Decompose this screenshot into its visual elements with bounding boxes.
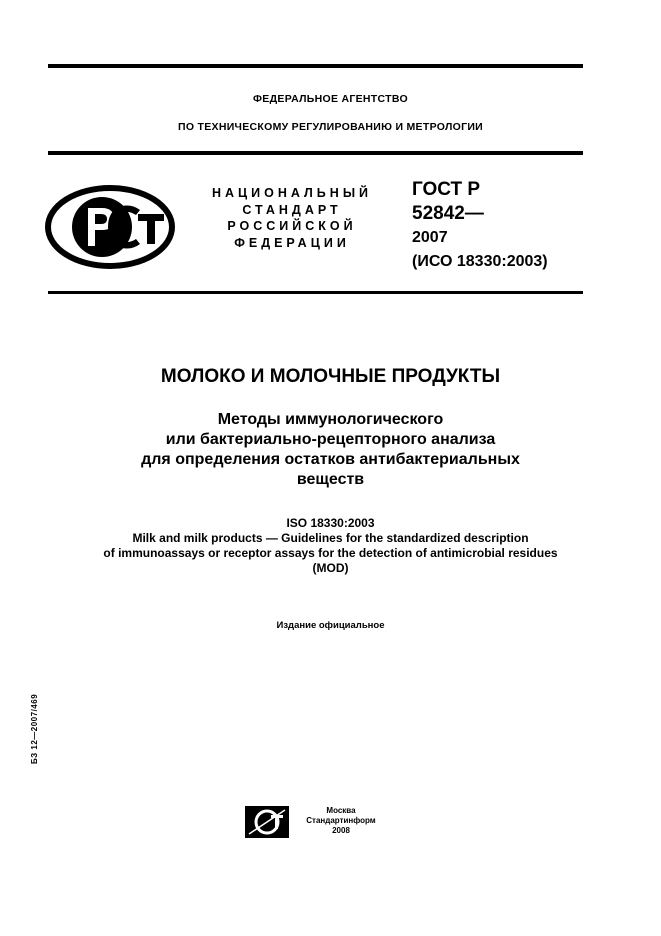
publisher-city: Москва	[326, 806, 356, 815]
rst-logo-icon	[44, 184, 176, 270]
logo-rule	[48, 291, 583, 294]
iso-line-1: Milk and milk products — Guidelines for the standardized description	[132, 531, 529, 545]
header-rule	[48, 151, 583, 155]
national-standard-label	[192, 185, 392, 251]
edition-label: Издание официальное	[276, 620, 385, 631]
iso-code: ISO 18330:2003	[286, 516, 375, 530]
gost-line-1: ГОСТ Р	[412, 179, 481, 200]
subtitle-line-3: для определения остатков антибактериальных	[141, 451, 520, 468]
subtitle-line-1: Методы иммунологического	[217, 411, 444, 428]
iso-reference	[0, 516, 661, 576]
agency-line-2: ПО ТЕХНИЧЕСКОМУ РЕГУЛИРОВАНИЮ И МЕТРОЛОГИИ	[177, 121, 484, 133]
document-title: МОЛОКО И МОЛОЧНЫЕ ПРОДУКТЫ	[160, 366, 501, 387]
publisher-year: 2008	[332, 826, 350, 835]
standartinform-logo-icon	[245, 806, 289, 838]
publisher-info	[296, 806, 386, 836]
gost-number	[412, 178, 548, 274]
standard-label-line-4: ФЕДЕРАЦИИ	[234, 235, 350, 250]
gost-line-3: 2007	[412, 229, 448, 246]
side-code: БЗ 12—2007/469	[30, 693, 39, 764]
top-rule	[48, 64, 583, 68]
publisher-name: Стандартинформ	[306, 816, 376, 825]
standard-label-line-1: НАЦИОНАЛЬНЫЙ	[211, 186, 373, 200]
subtitle-line-2: или бактериально-рецепторного анализа	[165, 431, 496, 448]
document-subtitle	[0, 410, 661, 490]
gost-line-2: 52842—	[412, 203, 484, 224]
agency-line-1: ФЕДЕРАЛЬНОЕ АГЕНТСТВО	[253, 93, 408, 105]
gost-line-4: (ИСО 18330:2003)	[412, 253, 548, 270]
iso-line-2: of immunoassays or receptor assays for the detection of antimicrobial residues	[103, 546, 558, 560]
standard-label-line-2: СТАНДАРТ	[242, 202, 342, 217]
iso-line-3: (MOD)	[312, 561, 349, 575]
subtitle-line-4: веществ	[296, 471, 365, 488]
standard-label-line-3: РОССИЙСКОЙ	[227, 219, 357, 233]
